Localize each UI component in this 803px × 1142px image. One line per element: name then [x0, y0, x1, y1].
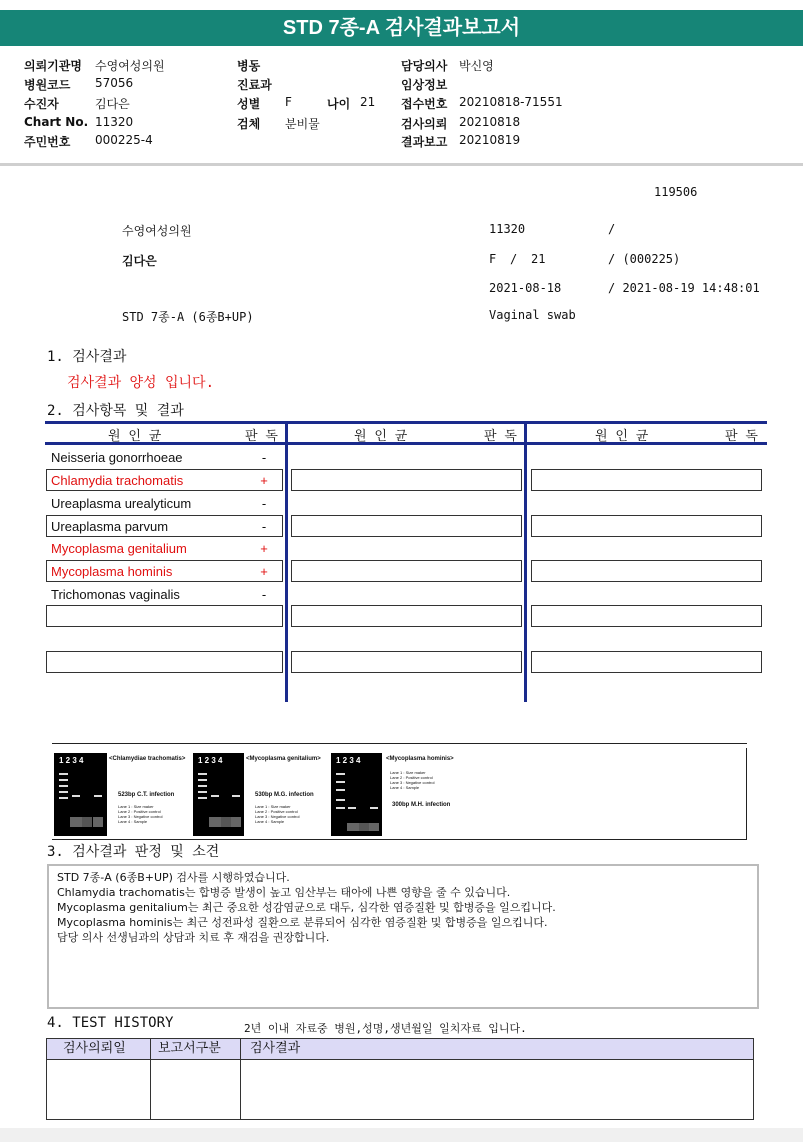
- gel-band-ct: 523bp C.T. infection: [118, 792, 175, 798]
- doctor-value: 박신영: [459, 59, 494, 73]
- resident-label: 주민번호: [24, 135, 71, 149]
- gel-images: [52, 748, 747, 840]
- clinical-label: 임상정보: [401, 78, 448, 92]
- info-test-name: STD 7종-A (6종B+UP): [122, 310, 254, 324]
- chart-label: Chart No.: [24, 115, 89, 129]
- organism-name: Neisseria gonorrhoeae: [51, 450, 183, 465]
- organism-name: Mycoplasma genitalium: [51, 541, 187, 556]
- history-table: [46, 1038, 754, 1120]
- info-specimen: Vaginal swab: [489, 308, 576, 322]
- opinion-line: Mycoplasma hominis는 최근 성전파성 질환으로 분류되어 심각한 염증질환 및 합병증을 일으킵니다.: [57, 916, 548, 929]
- col-judge-2: 판 독: [484, 429, 517, 444]
- dept-label: 진료과: [237, 78, 272, 92]
- judge-value: +: [260, 473, 268, 488]
- history-col-result: 검사결과: [250, 1041, 301, 1056]
- gel-title-ct: <Chlamydiae trachomatis>: [109, 756, 186, 762]
- report-id: 119506: [654, 185, 698, 199]
- specimen-label: 검체: [237, 117, 261, 131]
- section4-title: 4. TEST HISTORY: [47, 1015, 174, 1031]
- info-request-date: 2021-08-18: [489, 281, 562, 295]
- sex-label: 성별: [237, 97, 261, 111]
- request-label: 검사의뢰: [401, 117, 448, 131]
- history-col-type: 보고서구분: [158, 1041, 221, 1056]
- info-birth: / (000225): [608, 252, 681, 266]
- gel-image-ct: [54, 753, 107, 836]
- section2-title: 2. 검사항목 및 결과: [47, 403, 184, 419]
- col-judge-1: 판 독: [245, 429, 278, 444]
- organism-name: Ureaplasma urealyticum: [51, 496, 192, 511]
- chart-value: 11320: [95, 115, 134, 129]
- history-note: 2년 이내 자료중 병원,성명,생년월일 일치자료 입니다.: [244, 1022, 527, 1035]
- gel-title-mg: <Mycoplasma genitalium>: [246, 756, 321, 762]
- judge-value: +: [260, 564, 268, 579]
- age-value: 21: [360, 95, 376, 109]
- hospital-code-value: 57056: [95, 76, 134, 90]
- resident-value: 000225-4: [95, 133, 153, 147]
- gel-band-mg: 530bp M.G. infection: [255, 792, 314, 798]
- patient-value: 김다은: [95, 97, 130, 111]
- opinion-line: 담당 의사 선생님과의 상담과 치료 후 재검을 권장합니다.: [57, 931, 330, 944]
- info-chart-no: 11320: [489, 222, 526, 236]
- ward-label: 병동: [237, 59, 261, 73]
- organism-name: Chlamydia trachomatis: [51, 473, 184, 488]
- history-col-date: 검사의뢰일: [63, 1041, 126, 1056]
- header-divider: [0, 163, 803, 166]
- report-value: 20210819: [459, 133, 521, 147]
- judge-value: -: [261, 496, 267, 511]
- section1-title: 1. 검사결과: [47, 349, 127, 365]
- sex-value: F: [285, 95, 292, 109]
- col-organism-3: 원 인 균: [595, 429, 649, 444]
- doctor-label: 담당의사: [401, 59, 448, 73]
- reception-label: 접수번호: [401, 97, 448, 111]
- request-value: 20210818: [459, 115, 521, 129]
- info-patient: 김다은: [122, 254, 157, 268]
- judge-value: -: [261, 519, 267, 534]
- report-label: 결과보고: [401, 135, 448, 149]
- col-judge-3: 판 독: [725, 429, 758, 444]
- col-organism-2: 원 인 균: [354, 429, 408, 444]
- history-header: [47, 1039, 753, 1060]
- info-sep: /: [510, 252, 518, 266]
- report-title: STD 7종-A 검사결과보고서: [0, 10, 803, 46]
- info-institution: 수영여성의원: [122, 224, 192, 238]
- opinion-box: [47, 864, 759, 1009]
- organism-name: Ureaplasma parvum: [51, 519, 169, 534]
- section3-title: 3. 검사결과 판정 및 소견: [47, 844, 220, 860]
- judge-value: +: [260, 541, 268, 556]
- gel-image-mg: [193, 753, 244, 836]
- reception-value: 20210818-71551: [459, 95, 563, 109]
- info-slash: /: [608, 222, 616, 236]
- gel-legend-1: Lane 1 : Size maker Lane 2 : Positive control Lane 3 : Negative control Lane 4 : Sample: [118, 804, 163, 824]
- opinion-line: Chlamydia trachomatis는 합병증 발생이 높고 임산부는 태아에 나쁜 영향을 줄 수 있습니다.: [57, 886, 511, 899]
- col-organism-1: 원 인 균: [108, 429, 162, 444]
- gel-legend-2: Lane 1 : Size maker Lane 2 : Positive control Lane 3 : Negative control Lane 4 : Sample: [255, 804, 300, 824]
- institution-label: 의뢰기관명: [24, 59, 82, 73]
- gel-image-mh: [331, 753, 382, 836]
- gel-band-mh: 300bp M.H. infection: [392, 802, 451, 808]
- opinion-line: STD 7종-A (6종B+UP) 검사를 시행하였습니다.: [57, 871, 290, 884]
- institution-value: 수영여성의원: [95, 59, 165, 73]
- result-summary: 검사결과 양성 입니다.: [67, 375, 215, 391]
- info-age: 21: [531, 252, 546, 266]
- gel-lane-numbers: 1 2 3 4: [336, 756, 361, 765]
- organism-name: Mycoplasma hominis: [51, 564, 173, 579]
- gel-title-mh: <Mycoplasma hominis>: [386, 756, 454, 762]
- patient-label: 수진자: [24, 97, 59, 111]
- judge-value: -: [261, 587, 267, 602]
- age-label: 나이: [327, 97, 351, 111]
- gel-lane-numbers: 1 2 3 4: [59, 756, 84, 765]
- gel-lane-numbers: 1 2 3 4: [198, 756, 223, 765]
- info-sex: F: [489, 252, 497, 266]
- specimen-value: 분비물: [285, 117, 320, 131]
- organism-name: Trichomonas vaginalis: [51, 587, 180, 602]
- gel-legend-3: Lane 1 : Size maker Lane 2 : Positive control Lane 3 : Negative control Lane 4 : Sample: [390, 770, 435, 790]
- hospital-code-label: 병원코드: [24, 78, 71, 92]
- opinion-line: Mycoplasma genitalium는 최근 중요한 성감염균으로 대두, 심각한 염증질환 및 합병증을 일으킵니다.: [57, 901, 556, 914]
- info-report-datetime: / 2021-08-19 14:48:01: [608, 281, 760, 295]
- judge-value: -: [261, 450, 267, 465]
